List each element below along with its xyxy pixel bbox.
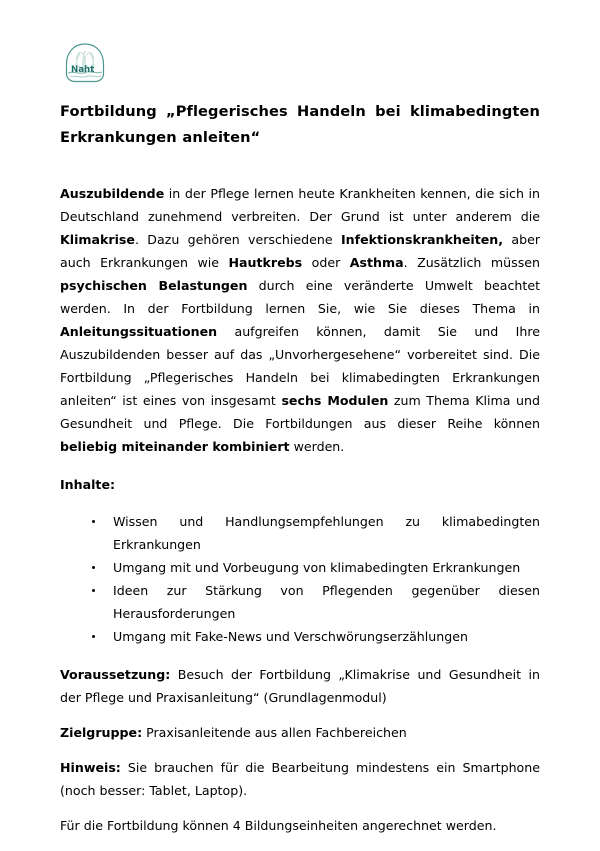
bullet-dot-icon bbox=[92, 589, 95, 592]
credits-paragraph: Für die Fortbildung können 4 Bildungseinheiten angerechnet werden. bbox=[60, 818, 497, 833]
prerequisite-label: Voraussetzung: bbox=[60, 667, 171, 682]
list-item-label: Umgang mit und Vorbeugung von klimabedingten Erkrankungen bbox=[113, 560, 521, 575]
intro-text-3: aber auch Erkrankungen wie bbox=[60, 232, 541, 270]
list-item bbox=[60, 625, 540, 648]
spacer bbox=[60, 648, 540, 663]
spacer bbox=[60, 458, 540, 473]
contents-heading: Inhalte: bbox=[60, 477, 116, 492]
naht-logo-wordmark: Naht bbox=[71, 65, 95, 75]
prerequisite-text: Besuch der Fortbildung „Klimakrise und Gesundheit in der Pflege und Praxisanleitung“ (Grundlagenmodul) bbox=[60, 667, 540, 705]
intro-bold-sechs-modulen: sechs Modulen bbox=[281, 393, 389, 408]
intro-bold-anleitungssituationen: Anleitungssituationen bbox=[60, 324, 218, 339]
note-paragraph bbox=[60, 756, 540, 802]
intro-text-8: zum Thema Klima und Gesundheit und Pflege. Die Fortbildungen aus dieser Reihe können bbox=[60, 393, 541, 431]
intro-bold-infektionskrankheiten: Infektionskrankheiten, bbox=[340, 232, 504, 247]
intro-text-6: durch eine veränderte Umwelt beachtet werden. In der Fortbildung lernen Sie, wie Sie dieses Thema in bbox=[60, 278, 541, 316]
intro-bold-asthma: Asthma bbox=[349, 255, 404, 270]
spacer bbox=[60, 151, 540, 182]
list-item-label: Wissen und Handlungsempfehlungen zu klimabedingten Erkrankungen bbox=[113, 514, 540, 552]
intro-text-5: . Zusätzlich müssen bbox=[403, 255, 540, 270]
naht-logo bbox=[61, 41, 109, 85]
bullet-dot-icon bbox=[92, 520, 95, 523]
intro-text-1: in der Pflege lernen heute Krankheiten kennen, die sich in Deutschland zunehmend verbreiten. Der Grund ist unter anderem die bbox=[60, 186, 540, 224]
spacer bbox=[60, 744, 540, 756]
bullet-dot-icon bbox=[92, 635, 95, 638]
list-item-label: Ideen zur Stärkung von Pflegenden gegenüber diesen Herausforderungen bbox=[113, 583, 540, 621]
note-label: Hinweis: bbox=[60, 760, 121, 775]
list-item bbox=[60, 579, 540, 625]
spacer bbox=[60, 802, 540, 814]
document-body bbox=[60, 99, 540, 837]
note-text: Sie brauchen für die Bearbeitung mindestens ein Smartphone (noch besser: Tablet, Laptop). bbox=[60, 760, 540, 798]
target-group-paragraph bbox=[60, 721, 540, 744]
intro-text-9: werden. bbox=[289, 439, 345, 454]
intro-bold-klimakrise: Klimakrise bbox=[60, 232, 135, 247]
target-group-label: Zielgruppe: bbox=[60, 725, 143, 740]
bullet-dot-icon bbox=[92, 566, 95, 569]
list-item-label: Umgang mit Fake-News und Verschwörungserzählungen bbox=[113, 629, 468, 644]
target-group-text: Praxisanleitende aus allen Fachbereichen bbox=[142, 725, 407, 740]
intro-text-2: . Dazu gehören verschiedene bbox=[134, 232, 341, 247]
contents-list bbox=[60, 510, 540, 648]
prerequisite-paragraph bbox=[60, 663, 540, 709]
intro-bold-beliebig-kombiniert: beliebig miteinander kombiniert bbox=[60, 439, 290, 454]
list-item bbox=[60, 556, 540, 579]
list-item bbox=[60, 510, 540, 556]
intro-bold-auszubildende: Auszubildende bbox=[60, 186, 165, 201]
intro-paragraph bbox=[60, 182, 540, 458]
spacer bbox=[60, 709, 540, 721]
intro-bold-hautkrebs: Hautkrebs bbox=[228, 255, 303, 270]
naht-logo-icon bbox=[61, 41, 109, 85]
spacer bbox=[60, 496, 540, 510]
intro-text-7: aufgreifen können, damit Sie und Ihre Auszubildenden besser auf das „Unvorhergesehene“ vorbereitet sind. Die Fortbildung „Pflegerisches Handeln bei klimabedingten Erkrankungen anleiten“ ist eines von insgesamt bbox=[60, 324, 540, 408]
intro-bold-psychische-belastungen: psychischen Belastungen bbox=[60, 278, 248, 293]
page-title: Fortbildung „Pflegerisches Handeln bei klimabedingten Erkrankungen anleiten“ bbox=[60, 103, 540, 146]
intro-text-4: oder bbox=[302, 255, 350, 270]
